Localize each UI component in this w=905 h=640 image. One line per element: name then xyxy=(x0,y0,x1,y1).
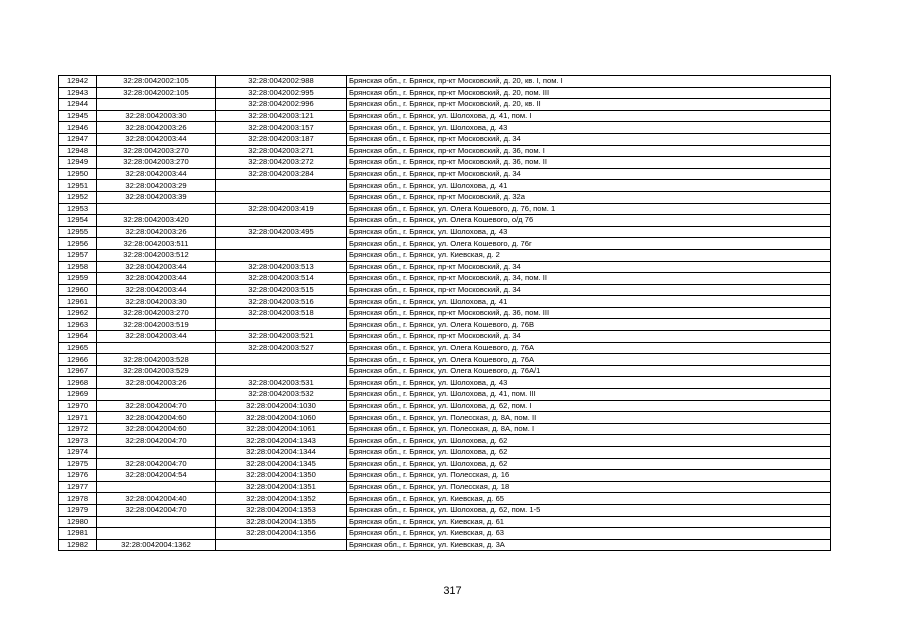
table-row xyxy=(59,157,831,169)
building-cadastral-number-cell: 32:28:0042003:518 xyxy=(216,307,347,319)
table-row xyxy=(59,516,831,528)
address-cell: Брянская обл., г. Брянск, пр-кт Московский, д. 36, пом. I xyxy=(347,145,831,157)
table-row xyxy=(59,87,831,99)
row-number-cell: 12946 xyxy=(59,122,97,134)
building-cadastral-number-cell: 32:28:0042004:1345 xyxy=(216,458,347,470)
land-plot-cadastral-number-cell: 32:28:0042004:70 xyxy=(97,435,216,447)
building-cadastral-number-cell xyxy=(216,365,347,377)
building-cadastral-number-cell: 32:28:0042003:515 xyxy=(216,284,347,296)
address-cell: Брянская обл., г. Брянск, ул. Шолохова, д. 43 xyxy=(347,377,831,389)
land-plot-cadastral-number-cell: 32:28:0042003:29 xyxy=(97,180,216,192)
land-plot-cadastral-number-cell: 32:28:0042003:270 xyxy=(97,157,216,169)
building-cadastral-number-cell: 32:28:0042003:271 xyxy=(216,145,347,157)
building-cadastral-number-cell: 32:28:0042003:272 xyxy=(216,157,347,169)
address-cell: Брянская обл., г. Брянск, пр-кт Московский, д. 20, кв. II xyxy=(347,99,831,111)
table-row xyxy=(59,226,831,238)
address-cell: Брянская обл., г. Брянск, ул. Киевская, д. 3А xyxy=(347,539,831,551)
table-row xyxy=(59,76,831,88)
table-row xyxy=(59,493,831,505)
row-number-cell: 12949 xyxy=(59,157,97,169)
address-cell: Брянская обл., г. Брянск, пр-кт Московский, д. 34 xyxy=(347,284,831,296)
row-number-cell: 12970 xyxy=(59,400,97,412)
table-row xyxy=(59,203,831,215)
building-cadastral-number-cell xyxy=(216,539,347,551)
land-plot-cadastral-number-cell xyxy=(97,389,216,401)
address-cell: Брянская обл., г. Брянск, пр-кт Московский, д. 34 xyxy=(347,133,831,145)
building-cadastral-number-cell xyxy=(216,238,347,250)
table-row xyxy=(59,319,831,331)
row-number-cell: 12950 xyxy=(59,168,97,180)
building-cadastral-number-cell: 32:28:0042004:1350 xyxy=(216,470,347,482)
table-row xyxy=(59,447,831,459)
table-row xyxy=(59,110,831,122)
land-plot-cadastral-number-cell: 32:28:0042003:30 xyxy=(97,110,216,122)
row-number-cell: 12981 xyxy=(59,528,97,540)
row-number-cell: 12976 xyxy=(59,470,97,482)
land-plot-cadastral-number-cell: 32:28:0042003:44 xyxy=(97,273,216,285)
table-row xyxy=(59,470,831,482)
building-cadastral-number-cell: 32:28:0042003:513 xyxy=(216,261,347,273)
cadastral-register-table xyxy=(58,75,831,551)
row-number-cell: 12973 xyxy=(59,435,97,447)
table-row xyxy=(59,180,831,192)
building-cadastral-number-cell: 32:28:0042003:187 xyxy=(216,133,347,145)
land-plot-cadastral-number-cell xyxy=(97,528,216,540)
building-cadastral-number-cell: 32:28:0042003:419 xyxy=(216,203,347,215)
address-cell: Брянская обл., г. Брянск, ул. Олега Кошевого, д. 76А xyxy=(347,354,831,366)
address-cell: Брянская обл., г. Брянск, ул. Олега Кошевого, д. 76, пом. 1 xyxy=(347,203,831,215)
table-row xyxy=(59,261,831,273)
land-plot-cadastral-number-cell: 32:28:0042003:44 xyxy=(97,284,216,296)
land-plot-cadastral-number-cell xyxy=(97,516,216,528)
land-plot-cadastral-number-cell: 32:28:0042003:511 xyxy=(97,238,216,250)
table-row xyxy=(59,249,831,261)
land-plot-cadastral-number-cell: 32:28:0042004:40 xyxy=(97,493,216,505)
building-cadastral-number-cell: 32:28:0042004:1355 xyxy=(216,516,347,528)
table-row xyxy=(59,99,831,111)
row-number-cell: 12967 xyxy=(59,365,97,377)
row-number-cell: 12962 xyxy=(59,307,97,319)
building-cadastral-number-cell xyxy=(216,319,347,331)
row-number-cell: 12974 xyxy=(59,447,97,459)
address-cell: Брянская обл., г. Брянск, ул. Полесская, д. 8А, пом. II xyxy=(347,412,831,424)
row-number-cell: 12965 xyxy=(59,342,97,354)
building-cadastral-number-cell: 32:28:0042003:532 xyxy=(216,389,347,401)
address-cell: Брянская обл., г. Брянск, ул. Шолохова, д. 41, пом. I xyxy=(347,110,831,122)
land-plot-cadastral-number-cell: 32:28:0042003:512 xyxy=(97,249,216,261)
row-number-cell: 12942 xyxy=(59,76,97,88)
land-plot-cadastral-number-cell xyxy=(97,99,216,111)
address-cell: Брянская обл., г. Брянск, пр-кт Московский, д. 34, пом. II xyxy=(347,273,831,285)
table-row xyxy=(59,481,831,493)
row-number-cell: 12943 xyxy=(59,87,97,99)
land-plot-cadastral-number-cell xyxy=(97,447,216,459)
address-cell: Брянская обл., г. Брянск, ул. Шолохова, д. 43 xyxy=(347,226,831,238)
address-cell: Брянская обл., г. Брянск, ул. Шолохова, д. 62 xyxy=(347,458,831,470)
table-row xyxy=(59,307,831,319)
land-plot-cadastral-number-cell: 32:28:0042003:420 xyxy=(97,215,216,227)
land-plot-cadastral-number-cell: 32:28:0042003:26 xyxy=(97,226,216,238)
address-cell: Брянская обл., г. Брянск, ул. Полесская, д. 16 xyxy=(347,470,831,482)
land-plot-cadastral-number-cell: 32:28:0042003:26 xyxy=(97,377,216,389)
building-cadastral-number-cell: 32:28:0042002:995 xyxy=(216,87,347,99)
row-number-cell: 12972 xyxy=(59,423,97,435)
building-cadastral-number-cell: 32:28:0042003:521 xyxy=(216,331,347,343)
address-cell: Брянская обл., г. Брянск, ул. Полесская, д. 18 xyxy=(347,481,831,493)
land-plot-cadastral-number-cell: 32:28:0042003:44 xyxy=(97,331,216,343)
table-row xyxy=(59,365,831,377)
land-plot-cadastral-number-cell xyxy=(97,342,216,354)
address-cell: Брянская обл., г. Брянск, ул. Олега Кошевого, д. 76А xyxy=(347,342,831,354)
land-plot-cadastral-number-cell: 32:28:0042004:60 xyxy=(97,412,216,424)
building-cadastral-number-cell: 32:28:0042003:516 xyxy=(216,296,347,308)
address-cell: Брянская обл., г. Брянск, ул. Олега Кошевого, о/д 76 xyxy=(347,215,831,227)
table-row xyxy=(59,528,831,540)
building-cadastral-number-cell: 32:28:0042003:514 xyxy=(216,273,347,285)
building-cadastral-number-cell xyxy=(216,249,347,261)
building-cadastral-number-cell: 32:28:0042004:1030 xyxy=(216,400,347,412)
address-cell: Брянская обл., г. Брянск, ул. Олега Кошевого, д. 76В xyxy=(347,319,831,331)
row-number-cell: 12961 xyxy=(59,296,97,308)
address-cell: Брянская обл., г. Брянск, пр-кт Московский, д. 20, пом. III xyxy=(347,87,831,99)
building-cadastral-number-cell: 32:28:0042002:988 xyxy=(216,76,347,88)
land-plot-cadastral-number-cell: 32:28:0042004:70 xyxy=(97,400,216,412)
row-number-cell: 12953 xyxy=(59,203,97,215)
building-cadastral-number-cell: 32:28:0042004:1351 xyxy=(216,481,347,493)
table-row xyxy=(59,122,831,134)
land-plot-cadastral-number-cell: 32:28:0042003:528 xyxy=(97,354,216,366)
row-number-cell: 12966 xyxy=(59,354,97,366)
table-row xyxy=(59,342,831,354)
land-plot-cadastral-number-cell: 32:28:0042003:44 xyxy=(97,133,216,145)
land-plot-cadastral-number-cell: 32:28:0042004:60 xyxy=(97,423,216,435)
land-plot-cadastral-number-cell: 32:28:0042003:44 xyxy=(97,261,216,273)
row-number-cell: 12975 xyxy=(59,458,97,470)
address-cell: Брянская обл., г. Брянск, ул. Шолохова, д. 62, пом. I xyxy=(347,400,831,412)
address-cell: Брянская обл., г. Брянск, ул. Олега Кошевого, д. 76А/1 xyxy=(347,365,831,377)
address-cell: Брянская обл., г. Брянск, ул. Шолохова, д. 41 xyxy=(347,296,831,308)
building-cadastral-number-cell: 32:28:0042003:495 xyxy=(216,226,347,238)
address-cell: Брянская обл., г. Брянск, ул. Киевская, д. 2 xyxy=(347,249,831,261)
building-cadastral-number-cell xyxy=(216,354,347,366)
building-cadastral-number-cell: 32:28:0042004:1343 xyxy=(216,435,347,447)
address-cell: Брянская обл., г. Брянск, пр-кт Московский, д. 36, пом. II xyxy=(347,157,831,169)
row-number-cell: 12977 xyxy=(59,481,97,493)
land-plot-cadastral-number-cell: 32:28:0042003:529 xyxy=(97,365,216,377)
table-row xyxy=(59,458,831,470)
building-cadastral-number-cell: 32:28:0042004:1353 xyxy=(216,504,347,516)
row-number-cell: 12956 xyxy=(59,238,97,250)
land-plot-cadastral-number-cell: 32:28:0042004:70 xyxy=(97,504,216,516)
table-row xyxy=(59,145,831,157)
building-cadastral-number-cell xyxy=(216,215,347,227)
row-number-cell: 12960 xyxy=(59,284,97,296)
table-row xyxy=(59,238,831,250)
land-plot-cadastral-number-cell: 32:28:0042003:26 xyxy=(97,122,216,134)
row-number-cell: 12971 xyxy=(59,412,97,424)
address-cell: Брянская обл., г. Брянск, пр-кт Московский, д. 34 xyxy=(347,168,831,180)
building-cadastral-number-cell: 32:28:0042004:1060 xyxy=(216,412,347,424)
row-number-cell: 12964 xyxy=(59,331,97,343)
building-cadastral-number-cell: 32:28:0042004:1352 xyxy=(216,493,347,505)
table-row xyxy=(59,400,831,412)
table-row xyxy=(59,296,831,308)
building-cadastral-number-cell: 32:28:0042004:1061 xyxy=(216,423,347,435)
land-plot-cadastral-number-cell: 32:28:0042003:44 xyxy=(97,168,216,180)
land-plot-cadastral-number-cell: 32:28:0042003:519 xyxy=(97,319,216,331)
land-plot-cadastral-number-cell: 32:28:0042003:270 xyxy=(97,145,216,157)
register-table-body xyxy=(59,76,831,551)
address-cell: Брянская обл., г. Брянск, пр-кт Московский, д. 36, пом. III xyxy=(347,307,831,319)
address-cell: Брянская обл., г. Брянск, ул. Киевская, д. 61 xyxy=(347,516,831,528)
row-number-cell: 12955 xyxy=(59,226,97,238)
address-cell: Брянская обл., г. Брянск, ул. Киевская, д. 63 xyxy=(347,528,831,540)
building-cadastral-number-cell: 32:28:0042003:284 xyxy=(216,168,347,180)
land-plot-cadastral-number-cell: 32:28:0042002:105 xyxy=(97,76,216,88)
address-cell: Брянская обл., г. Брянск, ул. Полесская, д. 8А, пом. I xyxy=(347,423,831,435)
row-number-cell: 12951 xyxy=(59,180,97,192)
row-number-cell: 12958 xyxy=(59,261,97,273)
land-plot-cadastral-number-cell xyxy=(97,203,216,215)
row-number-cell: 12982 xyxy=(59,539,97,551)
building-cadastral-number-cell: 32:28:0042003:531 xyxy=(216,377,347,389)
row-number-cell: 12954 xyxy=(59,215,97,227)
land-plot-cadastral-number-cell: 32:28:0042003:270 xyxy=(97,307,216,319)
table-row xyxy=(59,354,831,366)
land-plot-cadastral-number-cell: 32:28:0042004:1362 xyxy=(97,539,216,551)
building-cadastral-number-cell: 32:28:0042003:157 xyxy=(216,122,347,134)
table-row xyxy=(59,284,831,296)
address-cell: Брянская обл., г. Брянск, ул. Шолохова, д. 41, пом. III xyxy=(347,389,831,401)
row-number-cell: 12947 xyxy=(59,133,97,145)
address-cell: Брянская обл., г. Брянск, пр-кт Московский, д. 32а xyxy=(347,191,831,203)
land-plot-cadastral-number-cell: 32:28:0042004:54 xyxy=(97,470,216,482)
table-row xyxy=(59,423,831,435)
address-cell: Брянская обл., г. Брянск, ул. Шолохова, д. 62 xyxy=(347,435,831,447)
table-row xyxy=(59,389,831,401)
row-number-cell: 12944 xyxy=(59,99,97,111)
building-cadastral-number-cell xyxy=(216,180,347,192)
address-cell: Брянская обл., г. Брянск, пр-кт Московский, д. 34 xyxy=(347,261,831,273)
row-number-cell: 12963 xyxy=(59,319,97,331)
address-cell: Брянская обл., г. Брянск, ул. Киевская, д. 65 xyxy=(347,493,831,505)
land-plot-cadastral-number-cell: 32:28:0042003:39 xyxy=(97,191,216,203)
building-cadastral-number-cell: 32:28:0042004:1356 xyxy=(216,528,347,540)
building-cadastral-number-cell: 32:28:0042004:1344 xyxy=(216,447,347,459)
address-cell: Брянская обл., г. Брянск, пр-кт Московский, д. 20, кв. I, пом. I xyxy=(347,76,831,88)
row-number-cell: 12978 xyxy=(59,493,97,505)
address-cell: Брянская обл., г. Брянск, пр-кт Московский, д. 34 xyxy=(347,331,831,343)
building-cadastral-number-cell xyxy=(216,191,347,203)
table-row xyxy=(59,215,831,227)
page-number: 317 xyxy=(443,585,462,597)
table-row xyxy=(59,133,831,145)
table-row xyxy=(59,412,831,424)
row-number-cell: 12952 xyxy=(59,191,97,203)
row-number-cell: 12945 xyxy=(59,110,97,122)
table-row xyxy=(59,273,831,285)
row-number-cell: 12948 xyxy=(59,145,97,157)
row-number-cell: 12968 xyxy=(59,377,97,389)
land-plot-cadastral-number-cell: 32:28:0042003:30 xyxy=(97,296,216,308)
table-row xyxy=(59,539,831,551)
building-cadastral-number-cell: 32:28:0042003:121 xyxy=(216,110,347,122)
building-cadastral-number-cell: 32:28:0042003:527 xyxy=(216,342,347,354)
row-number-cell: 12959 xyxy=(59,273,97,285)
land-plot-cadastral-number-cell: 32:28:0042002:105 xyxy=(97,87,216,99)
land-plot-cadastral-number-cell: 32:28:0042004:70 xyxy=(97,458,216,470)
table-row xyxy=(59,377,831,389)
address-cell: Брянская обл., г. Брянск, ул. Шолохова, д. 41 xyxy=(347,180,831,192)
table-row xyxy=(59,168,831,180)
row-number-cell: 12957 xyxy=(59,249,97,261)
row-number-cell: 12979 xyxy=(59,504,97,516)
land-plot-cadastral-number-cell xyxy=(97,481,216,493)
row-number-cell: 12969 xyxy=(59,389,97,401)
row-number-cell: 12980 xyxy=(59,516,97,528)
table-row xyxy=(59,435,831,447)
address-cell: Брянская обл., г. Брянск, ул. Шолохова, д. 43 xyxy=(347,122,831,134)
address-cell: Брянская обл., г. Брянск, ул. Шолохова, д. 62 xyxy=(347,447,831,459)
table-row xyxy=(59,504,831,516)
address-cell: Брянская обл., г. Брянск, ул. Олега Кошевого, д. 76г xyxy=(347,238,831,250)
table-row xyxy=(59,331,831,343)
building-cadastral-number-cell: 32:28:0042002:996 xyxy=(216,99,347,111)
table-row xyxy=(59,191,831,203)
address-cell: Брянская обл., г. Брянск, ул. Шолохова, д. 62, пом. 1-5 xyxy=(347,504,831,516)
